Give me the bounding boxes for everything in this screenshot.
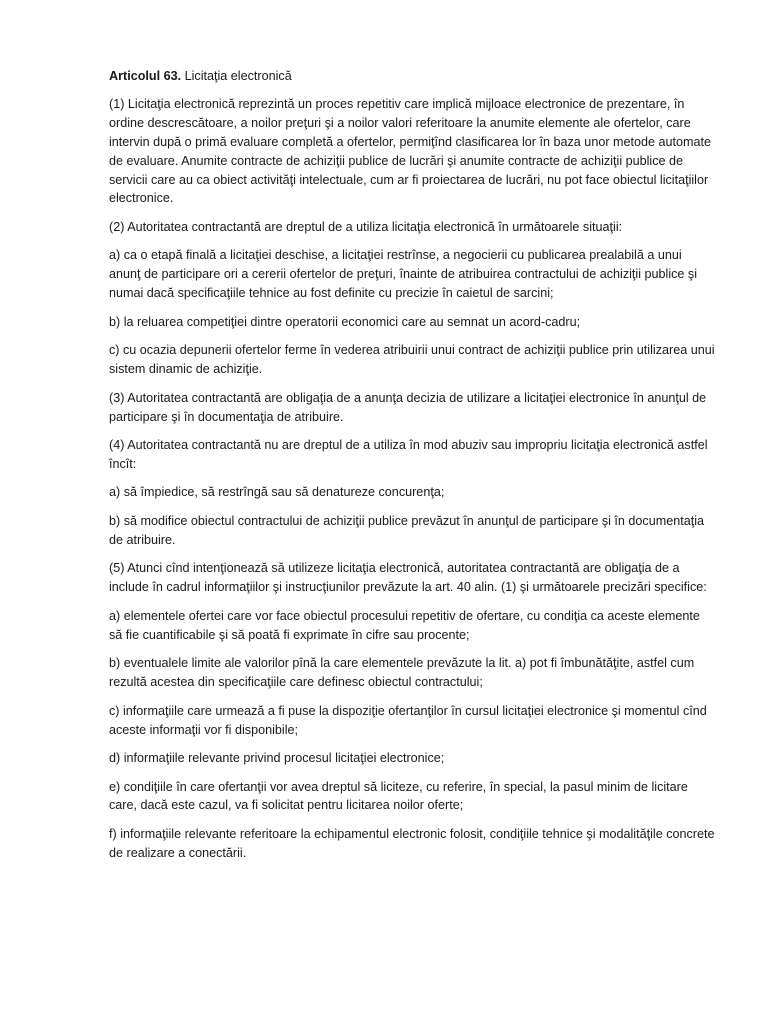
paragraph-3: (3) Autoritatea contractantă are obligaţia de a anunţa decizia de utilizare a licitaţiei electronice în anunţul de participare şi în documentaţia de atribuire. <box>109 390 707 424</box>
article-number: Articolul 63. <box>109 69 182 83</box>
paragraph-5c: c) informaţiile care urmează a fi puse la dispoziţie ofertanţilor în cursul licitaţiei electronice şi momentul cînd aceste informaţii vor fi disponibile; <box>109 703 707 737</box>
paragraph-4a: a) să împiedice, să restrîngă sau să denatureze concurenţa; <box>109 485 445 500</box>
paragraph-2: (2) Autoritatea contractantă are dreptul de a utiliza licitaţia electronică în următoarele situaţii: <box>109 219 623 234</box>
document-page <box>109 67 715 872</box>
paragraph-5e: e) condiţiile în care ofertanţii vor avea dreptul să liciteze, cu referire, în special, la pasul minim de licitare care, dacă este cazul, va fi solicitat pentru licitarea noilor oferte; <box>109 779 688 813</box>
article-heading <box>109 67 715 86</box>
paragraph-2c: c) cu ocazia depunerii ofertelor ferme în vederea atribuirii unui contract de achiziţii publice prin utilizarea unui sistem dinamic de achiziţie. <box>109 343 715 377</box>
paragraph-1: (1) Licitaţia electronică reprezintă un proces repetitiv care implică mijloace electronice de prezentare, în ordine descrescătoare, a noilor preţuri şi a noilor valori referitoare la anumite elemente ale ofertelor, care intervin după o primă evaluare completă a ofertelor, permiţînd clasificarea lor în baza unor metode automate de evaluare. Anumite contracte de achiziţii publice de lucrări şi anumite contracte de achiziţii publice de servicii care au ca obiect activităţi intelectuale, cum ar fi proiectarea de lucrări, nu pot face obiectul licitaţiilor electronice. <box>109 96 712 206</box>
paragraph-2a: a) ca o etapă finală a licitaţiei deschise, a licitaţiei restrînse, a negocierii cu publicarea prealabilă a unui anunţ de participare ori a cererii ofertelor de preţuri, înainte de atribuirea contractului de achiziţii publice şi numai dacă specificaţiile tehnice au fost definite cu precizie în caietul de sarcini; <box>109 248 698 301</box>
paragraph-2b: b) la reluarea competiţiei dintre operatorii economici care au semnat un acord-cadru; <box>109 314 581 329</box>
article-title: Licitaţia electronică <box>184 69 292 83</box>
paragraph-5b: b) eventualele limite ale valorilor pînă la care elementele prevăzute la lit. a) pot fi îmbunătăţite, astfel cum rezultă acestea din specificaţiile care definesc obiectul contractului; <box>109 656 695 690</box>
paragraph-5: (5) Atunci cînd intenţionează să utilizeze licitaţia electronică, autoritatea contractantă are obligaţia de a include în cadrul informaţiilor şi instrucţiunilor prevăzute la art. 40 alin. (1) şi următoarele precizări specifice: <box>109 561 707 595</box>
paragraph-4: (4) Autoritatea contractantă nu are dreptul de a utiliza în mod abuziv sau impropriu licitaţia electronică astfel încît: <box>109 438 708 471</box>
paragraph-5a: a) elementele ofertei care vor face obiectul procesului repetitiv de ofertare, cu condiţia ca aceste elemente să fie cuantificabile şi să poată fi exprimate în cifre sau procente; <box>109 608 700 642</box>
paragraph-5f: f) informaţiile relevante referitoare la echipamentul electronic folosit, condiţiile tehnice şi modalităţile concrete de realizare a conectării. <box>109 826 715 860</box>
paragraph-4b: b) să modifice obiectul contractului de achiziţii publice prevăzut în anunţul de participare şi în documentaţia de atribuire. <box>109 513 705 547</box>
paragraph-5d: d) informaţiile relevante privind procesul licitaţiei electronice; <box>109 751 445 765</box>
